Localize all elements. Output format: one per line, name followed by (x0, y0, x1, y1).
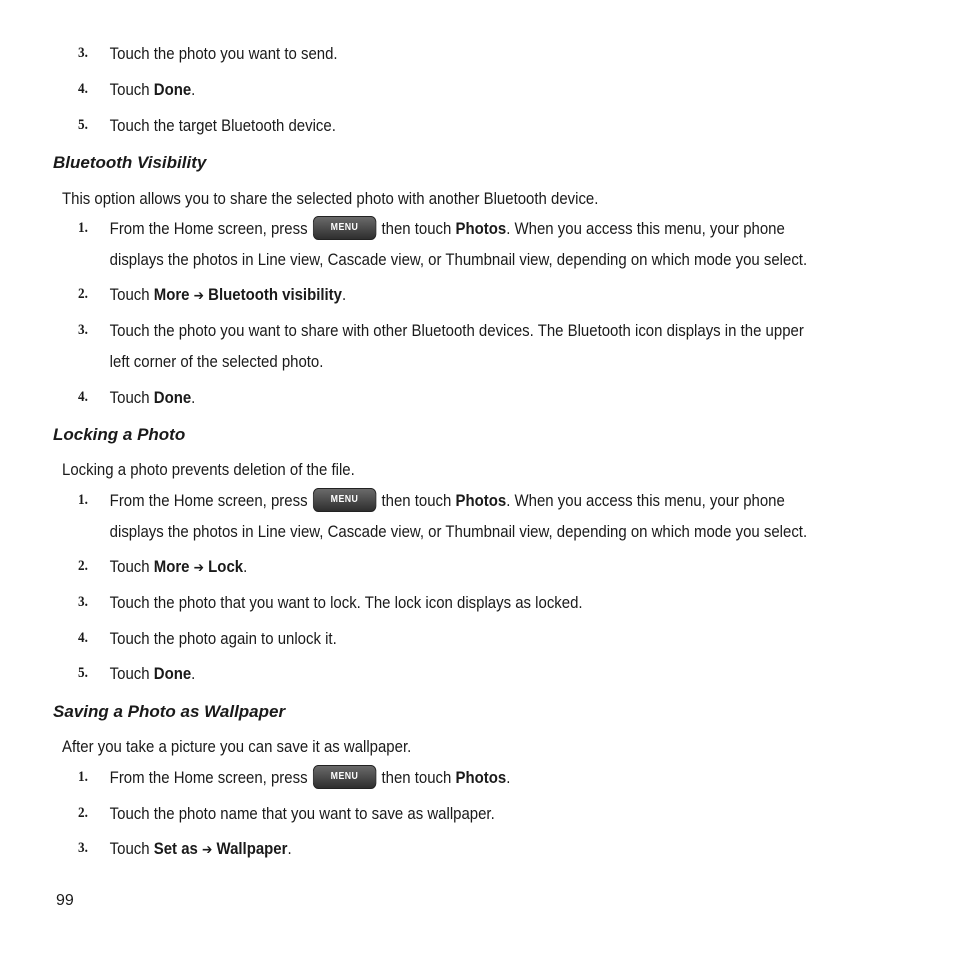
step-text: From the Home screen, press MENU then touch Photos. When you access this menu, your phone displays the photos in Line view, Cascade view, or Thumbnail view, depending on which mode you select. (110, 485, 818, 547)
wallpaper-label: Wallpaper (216, 839, 288, 858)
step-bt-1 (78, 213, 817, 275)
step-text: Touch More ➔ Lock. (109, 557, 248, 576)
step-number: 2. (78, 286, 88, 302)
step-send-3 (78, 38, 817, 69)
done-label: Done (153, 388, 192, 407)
step-number: 2. (78, 558, 88, 574)
menu-key-icon: MENU (313, 488, 376, 512)
step-text: Touch the photo name that you want to save as wallpaper. (109, 804, 495, 823)
step-send-5 (78, 110, 817, 141)
photos-label: Photos (455, 219, 507, 238)
done-label: Done (153, 664, 192, 683)
step-wall-1 (78, 762, 817, 793)
step-number: 2. (78, 805, 88, 821)
step-lock-1 (78, 485, 817, 547)
section-heading-wallpaper: Saving a Photo as Wallpaper (53, 702, 286, 721)
step-number: 3. (78, 322, 88, 338)
done-label: Done (153, 80, 192, 99)
step-number: 4. (78, 81, 88, 97)
step-number: 4. (78, 630, 88, 646)
menu-key-icon: MENU (313, 216, 376, 240)
step-text: From the Home screen, press MENU then touch Photos. When you access this menu, your phone displays the photos in Line view, Cascade view, or Thumbnail view, depending on which mode you select. (110, 213, 818, 275)
set-as-label: Set as (153, 839, 198, 858)
step-number: 3. (78, 594, 88, 610)
lock-label: Lock (208, 557, 244, 576)
photos-label: Photos (455, 768, 507, 787)
step-bt-3 (78, 315, 817, 377)
step-wall-2 (78, 798, 817, 829)
step-text: Touch the photo you want to send. (109, 44, 338, 63)
step-number: 5. (78, 665, 88, 681)
step-text: From the Home screen, press MENU then touch Photos. (110, 762, 818, 793)
arrow-icon: ➔ (193, 288, 205, 304)
step-text: Touch the photo you want to share with other Bluetooth devices. The Bluetooth icon displays in the upper left corner of the selected photo. (109, 321, 804, 371)
photos-label: Photos (455, 491, 507, 510)
step-bt-2 (78, 279, 817, 312)
step-number: 3. (78, 840, 88, 856)
step-text: Touch the target Bluetooth device. (109, 116, 336, 135)
step-text: Touch Done. (109, 664, 196, 683)
step-bt-4 (78, 382, 817, 413)
step-text: Touch the photo that you want to lock. The lock icon displays as locked. (109, 593, 583, 612)
bluetooth-visibility-label: Bluetooth visibility (208, 285, 342, 304)
step-lock-5 (78, 658, 817, 689)
step-text: Touch the photo again to unlock it. (109, 629, 337, 648)
section-intro: Locking a photo prevents deletion of the file. (62, 460, 355, 479)
step-number: 1. (78, 220, 88, 236)
step-lock-4 (78, 623, 817, 654)
step-lock-2 (78, 551, 817, 584)
step-text: Touch Done. (109, 80, 196, 99)
section-intro: After you take a picture you can save it as wallpaper. (62, 737, 412, 756)
step-number: 4. (78, 389, 88, 405)
menu-key-icon: MENU (313, 765, 376, 789)
arrow-icon: ➔ (202, 842, 213, 858)
step-text: Touch More ➔ Bluetooth visibility. (109, 285, 347, 304)
step-lock-3 (78, 587, 817, 618)
arrow-icon: ➔ (193, 560, 205, 576)
step-number: 3. (78, 45, 88, 61)
step-wall-3 (78, 833, 817, 866)
step-text: Touch Set as ➔ Wallpaper. (109, 839, 292, 858)
step-number: 5. (78, 117, 88, 133)
more-label: More (153, 557, 190, 576)
step-text: Touch Done. (109, 388, 196, 407)
step-number: 1. (78, 769, 88, 785)
step-number: 1. (78, 492, 88, 508)
step-send-4 (78, 74, 817, 105)
section-intro: This option allows you to share the selected photo with another Bluetooth device. (62, 189, 599, 208)
more-label: More (153, 285, 190, 304)
section-heading-locking: Locking a Photo (53, 425, 186, 444)
section-heading-bluetooth-visibility: Bluetooth Visibility (53, 153, 207, 172)
page-number: 99 (56, 892, 74, 909)
